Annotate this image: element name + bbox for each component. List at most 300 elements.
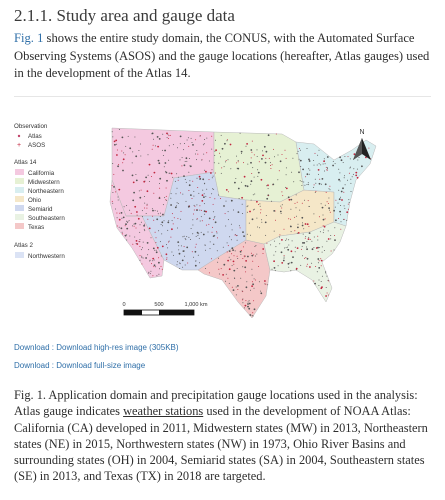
- gauge-point: [323, 230, 324, 231]
- gauge-point: [186, 201, 187, 202]
- gauge-point: [346, 211, 348, 213]
- gauge-point: [177, 261, 178, 262]
- gauge-point: [140, 156, 141, 157]
- gauge-point: [168, 220, 169, 221]
- gauge-point: [126, 228, 128, 230]
- gauge-point: [359, 157, 360, 158]
- gauge-point: [322, 207, 324, 209]
- gauge-point: [132, 200, 134, 202]
- gauge-point: [131, 213, 132, 214]
- gauge-point: [328, 230, 329, 231]
- gauge-point: [327, 170, 328, 171]
- gauge-point: [162, 214, 164, 216]
- gauge-point: [242, 299, 243, 300]
- gauge-point: [238, 211, 240, 213]
- gauge-point: [206, 225, 207, 226]
- download-links: [14, 343, 179, 379]
- gauge-point: [308, 159, 310, 161]
- gauge-point: [212, 169, 213, 170]
- gauge-point: [184, 143, 185, 144]
- gauge-point: [236, 294, 237, 295]
- gauge-point: [320, 287, 322, 289]
- gauge-point: [132, 225, 133, 226]
- gauge-point: [288, 218, 289, 219]
- gauge-point: [270, 244, 271, 245]
- gauge-point: [154, 260, 155, 261]
- gauge-point: [256, 218, 257, 219]
- gauge-point: [300, 166, 301, 167]
- gauge-point: [250, 184, 251, 185]
- gauge-point: [324, 171, 325, 172]
- gauge-point: [344, 156, 345, 157]
- gauge-point: [166, 257, 167, 258]
- gauge-point: [341, 191, 343, 193]
- gauge-point: [310, 239, 311, 240]
- gauge-point: [182, 157, 183, 158]
- gauge-point: [342, 187, 344, 189]
- gauge-point: [188, 237, 189, 238]
- gauge-point: [168, 135, 169, 136]
- gauge-point: [270, 168, 271, 169]
- gauge-point: [315, 191, 316, 192]
- gauge-point: [143, 242, 144, 243]
- gauge-point: [298, 224, 299, 225]
- gauge-point: [273, 149, 274, 150]
- gauge-point: [205, 268, 206, 269]
- gauge-point: [197, 235, 198, 236]
- gauge-point: [328, 198, 329, 199]
- gauge-point: [193, 257, 194, 258]
- gauge-point: [252, 167, 253, 168]
- gauge-point: [227, 278, 228, 279]
- gauge-point: [326, 192, 327, 193]
- gauge-point: [254, 278, 255, 279]
- gauge-point: [177, 264, 178, 265]
- gauge-point: [292, 158, 293, 159]
- figure-link[interactable]: Fig. 1: [14, 31, 44, 45]
- gauge-point: [148, 175, 149, 176]
- gauge-point: [258, 266, 259, 267]
- gauge-point: [217, 233, 218, 234]
- scale-label: 1,000 km: [184, 302, 208, 308]
- gauge-point: [236, 287, 237, 288]
- gauge-point: [221, 268, 222, 269]
- gauge-point: [170, 198, 171, 199]
- gauge-point: [227, 260, 229, 262]
- legend-observation-item: Atlas: [28, 133, 42, 140]
- gauge-point: [249, 300, 250, 301]
- gauge-point: [317, 271, 318, 272]
- gauge-point: [254, 194, 255, 195]
- gauge-point: [181, 245, 182, 246]
- gauge-point: [151, 133, 152, 134]
- gauge-point: [335, 219, 337, 221]
- scale-bar: [122, 302, 207, 315]
- gauge-point: [236, 162, 237, 163]
- gauge-point: [118, 189, 120, 191]
- gauge-point: [138, 218, 140, 220]
- gauge-point: [148, 249, 149, 250]
- gauge-point: [295, 247, 296, 248]
- gauge-point: [357, 177, 359, 179]
- gauge-point: [260, 209, 261, 210]
- gauge-point: [286, 188, 288, 190]
- gauge-point: [126, 240, 127, 241]
- caption-text-2: used in the development of NOAA Atlas: California (CA) developed in 2011, Midwestern states (MW) in 2013, Northeastern states (NE) in 2015, Northwestern states (NW) in 1973, Ohio River Basins and surrounding states (OH) in 2004, Semiarid states (SA) in 2004, Southeastern states (SE) in 2013, and Texas (TX) in 2018 are targeted.: [14, 404, 428, 484]
- gauge-point: [160, 241, 161, 242]
- gauge-point: [214, 216, 215, 217]
- gauge-point: [338, 218, 339, 219]
- gauge-point: [185, 239, 186, 240]
- gauge-point: [239, 225, 240, 226]
- gauge-point: [247, 256, 249, 258]
- gauge-point: [199, 210, 200, 211]
- gauge-point: [159, 178, 161, 180]
- gauge-point: [213, 244, 214, 245]
- gauge-point: [325, 218, 326, 219]
- gauge-point: [192, 144, 194, 146]
- download-high-res-link[interactable]: Download : Download high-res image (305KB): [14, 343, 179, 352]
- gauge-point: [112, 185, 113, 186]
- gauge-point: [302, 225, 304, 227]
- gauge-point: [354, 153, 356, 155]
- gauge-point: [321, 281, 322, 282]
- gauge-point: [173, 223, 174, 224]
- gauge-point: [141, 249, 142, 250]
- gauge-point: [290, 209, 291, 210]
- gauge-point: [188, 190, 189, 191]
- gauge-point: [195, 251, 197, 253]
- gauge-point: [190, 194, 192, 196]
- gauge-point: [192, 225, 193, 226]
- gauge-point: [323, 215, 324, 216]
- gauge-point: [202, 220, 203, 221]
- gauge-point: [212, 188, 213, 189]
- gauge-point: [161, 221, 163, 223]
- gauge-point: [275, 246, 276, 247]
- gauge-point: [265, 162, 267, 164]
- gauge-point: [271, 201, 272, 202]
- download-full-size-link[interactable]: Download : Download full-size image: [14, 361, 146, 370]
- gauge-point: [349, 202, 350, 203]
- gauge-point: [209, 272, 210, 273]
- gauge-point: [268, 134, 270, 136]
- gauge-point: [174, 217, 175, 218]
- gauge-point: [162, 225, 163, 226]
- legend-swatch-semiarid: [15, 205, 24, 211]
- gauge-point: [185, 265, 186, 266]
- scale-label: 0: [122, 302, 126, 308]
- gauge-point: [163, 155, 164, 156]
- gauge-point: [357, 169, 358, 170]
- gauge-point: [298, 151, 299, 152]
- gauge-point: [330, 189, 331, 190]
- gauge-point: [253, 300, 254, 301]
- gauge-point: [273, 255, 274, 256]
- gauge-point: [155, 210, 156, 211]
- legend-atlas-marker: [18, 135, 20, 137]
- gauge-point: [257, 176, 258, 177]
- gauge-point: [158, 213, 159, 214]
- gauge-point: [227, 242, 228, 243]
- gauge-point: [301, 249, 302, 250]
- gauge-point: [199, 176, 201, 178]
- gauge-point: [112, 131, 113, 132]
- gauge-point: [340, 181, 341, 182]
- gauge-point: [313, 160, 314, 161]
- gauge-point: [343, 162, 344, 163]
- gauge-point: [334, 250, 335, 251]
- gauge-point: [118, 164, 119, 165]
- gauge-point: [184, 236, 185, 237]
- gauge-point: [171, 228, 173, 230]
- gauge-point: [247, 206, 248, 207]
- gauge-point: [242, 302, 243, 303]
- gauge-point: [275, 220, 276, 221]
- gauge-point: [280, 160, 282, 162]
- gauge-point: [253, 254, 254, 255]
- weather-stations-link[interactable]: weather stations: [123, 404, 204, 419]
- gauge-point: [202, 178, 204, 180]
- gauge-point: [299, 210, 300, 211]
- gauge-point: [144, 224, 145, 225]
- gauge-point: [156, 218, 158, 220]
- gauge-point: [171, 193, 172, 194]
- divider: [14, 96, 431, 97]
- legend-swatch-california: [15, 169, 24, 175]
- gauge-point: [247, 306, 249, 308]
- gauge-point: [113, 174, 114, 175]
- gauge-point: [300, 180, 301, 181]
- gauge-point: [340, 205, 341, 206]
- gauge-point: [241, 197, 243, 199]
- gauge-point: [195, 260, 196, 261]
- gauge-point: [291, 262, 293, 264]
- gauge-point: [223, 264, 225, 266]
- gauge-point: [314, 237, 315, 238]
- gauge-point: [134, 137, 135, 138]
- gauge-point: [246, 281, 247, 282]
- gauge-point: [315, 183, 316, 184]
- gauge-point: [340, 214, 341, 215]
- gauge-point: [204, 214, 205, 215]
- gauge-point: [227, 139, 228, 140]
- gauge-point: [184, 164, 186, 166]
- gauge-point: [205, 250, 206, 251]
- gauge-point: [148, 272, 149, 273]
- gauge-point: [116, 144, 117, 145]
- gauge-point: [159, 183, 160, 184]
- gauge-point: [196, 236, 197, 237]
- legend-asos-marker: +: [17, 142, 22, 149]
- gauge-point: [344, 175, 345, 176]
- gauge-point: [231, 247, 233, 249]
- gauge-point: [220, 156, 221, 157]
- gauge-point: [148, 273, 149, 274]
- gauge-point: [153, 248, 155, 250]
- gauge-point: [253, 316, 254, 317]
- gauge-point: [221, 167, 222, 168]
- gauge-point: [328, 238, 330, 240]
- gauge-point: [144, 203, 145, 204]
- gauge-point: [262, 155, 264, 157]
- legend-item: Texas: [28, 224, 45, 231]
- gauge-point: [254, 154, 255, 155]
- gauge-point: [335, 207, 336, 208]
- gauge-point: [205, 196, 206, 197]
- gauge-point: [204, 183, 205, 184]
- gauge-point: [164, 166, 165, 167]
- gauge-point: [352, 176, 353, 177]
- gauge-point: [289, 199, 291, 201]
- gauge-point: [118, 197, 119, 198]
- gauge-point: [219, 274, 220, 275]
- gauge-point: [169, 241, 170, 242]
- gauge-point: [225, 213, 226, 214]
- gauge-point: [281, 239, 283, 241]
- gauge-point: [192, 233, 193, 234]
- gauge-point: [233, 261, 235, 263]
- gauge-point: [287, 247, 288, 248]
- gauge-point: [214, 217, 215, 218]
- gauge-point: [146, 213, 147, 214]
- gauge-point: [292, 240, 293, 241]
- gauge-point: [325, 295, 327, 297]
- gauge-point: [242, 266, 243, 267]
- gauge-point: [322, 246, 323, 247]
- gauge-point: [284, 229, 285, 230]
- gauge-point: [172, 177, 173, 178]
- gauge-point: [195, 247, 196, 248]
- gauge-point: [313, 247, 314, 248]
- gauge-point: [255, 256, 256, 257]
- gauge-point: [178, 203, 179, 204]
- gauge-point: [305, 257, 306, 258]
- gauge-point: [213, 204, 214, 205]
- gauge-point: [252, 281, 253, 282]
- gauge-point: [153, 145, 154, 146]
- legend-item: Southeastern: [28, 215, 65, 222]
- gauge-point: [221, 173, 222, 174]
- gauge-point: [145, 257, 147, 259]
- gauge-point: [225, 161, 226, 162]
- gauge-point: [309, 206, 310, 207]
- gauge-point: [266, 185, 267, 186]
- gauge-point: [315, 192, 316, 193]
- gauge-point: [251, 269, 252, 270]
- gauge-point: [194, 206, 195, 207]
- gauge-point: [178, 177, 179, 178]
- gauge-point: [326, 276, 327, 277]
- gauge-point: [297, 227, 299, 229]
- gauge-point: [167, 137, 168, 138]
- gauge-point: [332, 165, 334, 167]
- gauge-point: [222, 148, 224, 150]
- gauge-point: [331, 251, 332, 252]
- gauge-point: [176, 173, 177, 174]
- gauge-point: [328, 207, 330, 209]
- gauge-point: [260, 291, 261, 292]
- gauge-point: [185, 238, 186, 239]
- region-polygons: [110, 128, 376, 318]
- gauge-point: [263, 253, 264, 254]
- gauge-point: [124, 206, 125, 207]
- gauge-point: [146, 208, 147, 209]
- gauge-point: [218, 258, 219, 259]
- gauge-point: [170, 237, 171, 238]
- gauge-point: [251, 253, 252, 254]
- gauge-point: [340, 229, 341, 230]
- gauge-point: [341, 221, 342, 222]
- gauge-point: [257, 156, 258, 157]
- gauge-point: [185, 179, 186, 180]
- gauge-point: [152, 260, 153, 261]
- gauge-point: [135, 174, 136, 175]
- gauge-point: [220, 198, 221, 199]
- gauge-point: [294, 230, 295, 231]
- gauge-point: [116, 154, 118, 156]
- gauge-point: [252, 218, 254, 220]
- conus-map: [14, 120, 414, 330]
- gauge-point: [165, 162, 167, 164]
- gauge-point: [314, 184, 315, 185]
- gauge-point: [251, 157, 252, 158]
- gauge-point: [257, 227, 258, 228]
- gauge-point: [224, 143, 226, 145]
- gauge-point: [134, 237, 135, 238]
- gauge-point: [335, 200, 336, 201]
- gauge-point: [334, 235, 335, 236]
- gauge-point: [210, 241, 211, 242]
- gauge-point: [142, 210, 143, 211]
- gauge-point: [252, 283, 254, 285]
- gauge-point: [338, 190, 339, 191]
- gauge-point: [164, 220, 165, 221]
- gauge-point: [164, 197, 165, 198]
- gauge-point: [258, 172, 260, 174]
- gauge-point: [318, 251, 319, 252]
- gauge-point: [304, 258, 305, 259]
- gauge-point: [267, 184, 269, 186]
- gauge-point: [139, 241, 140, 242]
- gauge-point: [193, 191, 194, 192]
- gauge-point: [112, 192, 113, 193]
- gauge-point: [285, 150, 286, 151]
- gauge-point: [122, 232, 123, 233]
- gauge-point: [232, 287, 233, 288]
- legend-atlas14-title: Atlas 14: [14, 159, 37, 166]
- gauge-point: [262, 150, 263, 151]
- gauge-point: [145, 177, 147, 179]
- gauge-point: [274, 231, 275, 232]
- gauge-point: [281, 208, 282, 209]
- gauge-point: [241, 153, 242, 154]
- gauge-point: [196, 204, 197, 205]
- gauge-point: [305, 223, 307, 225]
- gauge-point: [250, 290, 251, 291]
- gauge-point: [351, 191, 352, 192]
- gauge-point: [213, 176, 214, 177]
- gauge-point: [129, 220, 130, 221]
- gauge-point: [314, 283, 316, 285]
- gauge-point: [147, 219, 148, 220]
- gauge-point: [318, 169, 320, 171]
- gauge-point: [311, 241, 312, 242]
- gauge-point: [161, 233, 162, 234]
- gauge-point: [237, 256, 238, 257]
- gauge-point: [275, 270, 276, 271]
- gauge-point: [288, 239, 289, 240]
